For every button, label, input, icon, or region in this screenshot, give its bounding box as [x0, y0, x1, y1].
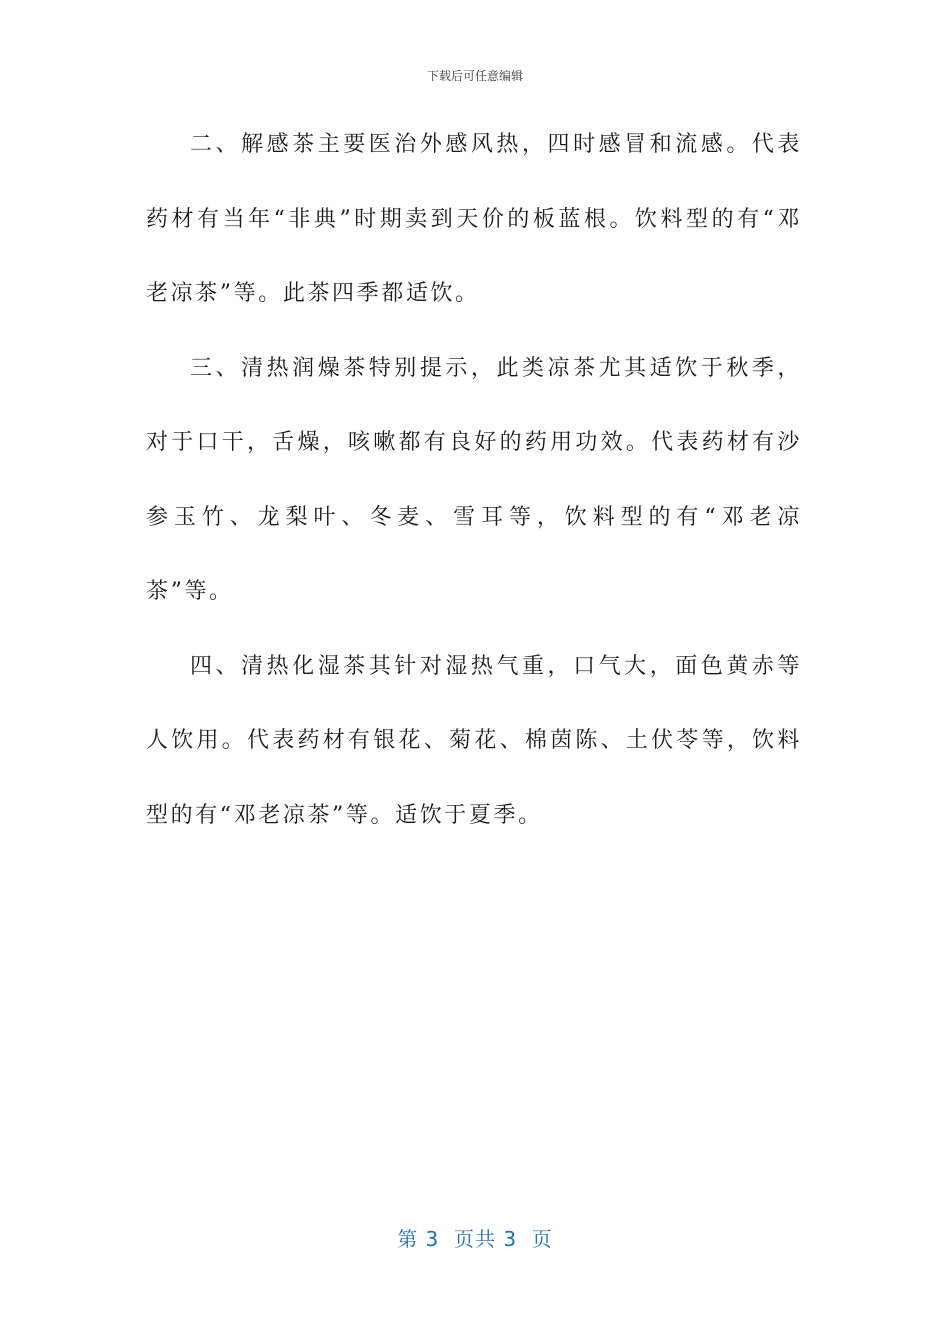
paragraph-dampness-tea: 四、清热化湿茶其针对湿热气重，口气大，面色黄赤等人饮用。代表药材有银花、菊花、棉茵陈、土伏苓等，饮料型的有“邓老凉茶”等。适饮于夏季。	[146, 653, 802, 828]
page-header: 下载后可任意编辑	[426, 69, 523, 83]
page-number-footer: 第 3 页共 3 页	[397, 1227, 553, 1251]
paragraph-moisturizing-tea: 三、清热润燥茶特别提示，此类凉茶尤其适饮于秋季，对于口干，舌燥，咳嗽都有良好的药用功效。代表药材有沙参玉竹、龙梨叶、冬麦、雪耳等，饮料型的有“邓老凉茶”等。	[146, 355, 802, 604]
paragraph-detox-tea: 二、解感茶主要医治外感风热，四时感冒和流感。代表药材有当年“非典”时期卖到天价的板蓝根。饮料型的有“邓老凉茶”等。此茶四季都适饮。	[146, 132, 802, 306]
document-body	[146, 108, 802, 853]
